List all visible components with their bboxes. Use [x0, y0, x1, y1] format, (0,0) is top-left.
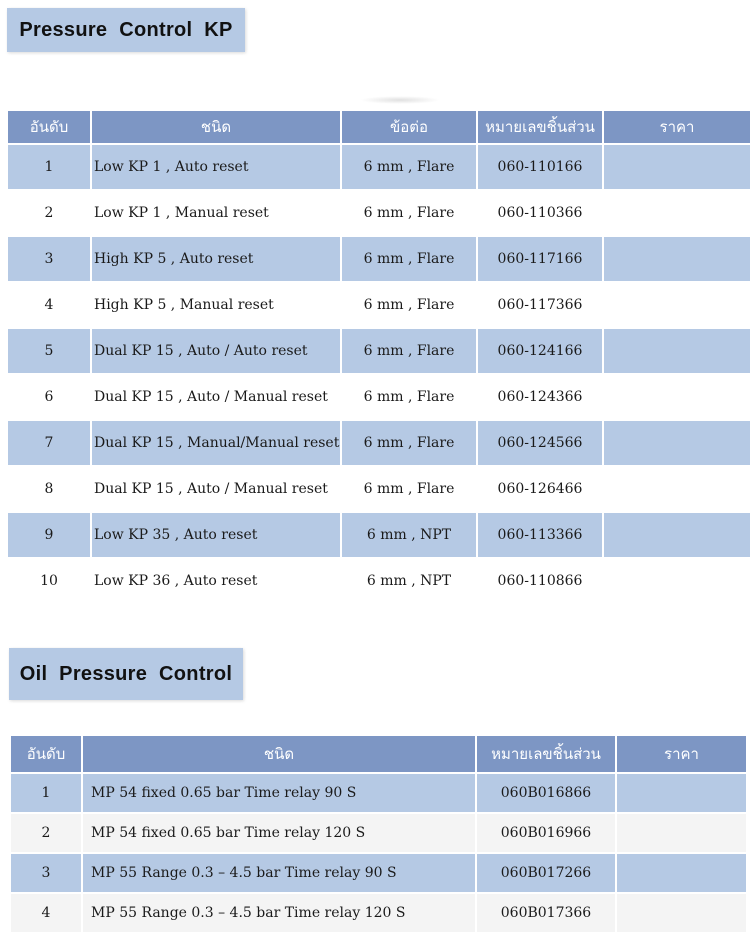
cell-price [617, 814, 746, 852]
cell-type: Dual KP 15 , Manual/Manual reset [92, 421, 340, 465]
cell-no: 2 [8, 191, 90, 235]
column-header-part-number: หมายเลขชิ้นส่วน [478, 111, 602, 143]
table-row [8, 329, 750, 373]
cell-type: Dual KP 15 , Auto / Manual reset [92, 467, 340, 511]
column-header-connection: ข้อต่อ [342, 111, 476, 143]
cell-part-number: 060B016866 [477, 774, 615, 812]
column-header-no: อันดับ [11, 736, 81, 772]
table-row [8, 145, 750, 189]
cell-no: 5 [8, 329, 90, 373]
cell-no: 10 [8, 559, 90, 603]
cell-no: 4 [8, 283, 90, 327]
cell-part-number: 060-110166 [478, 145, 602, 189]
cell-part-number: 060-110366 [478, 191, 602, 235]
column-header-no: อันดับ [8, 111, 90, 143]
cell-no: 7 [8, 421, 90, 465]
cell-price [604, 467, 750, 511]
cell-type: Dual KP 15 , Auto / Manual reset [92, 375, 340, 419]
column-header-price: ราคา [617, 736, 746, 772]
cell-price [617, 854, 746, 892]
cell-part-number: 060-124166 [478, 329, 602, 373]
pressure-control-kp-title: Pressure Control KP [7, 8, 245, 52]
cell-type: Low KP 35 , Auto reset [92, 513, 340, 557]
cell-price [604, 375, 750, 419]
cell-price [604, 283, 750, 327]
table-row [11, 894, 746, 932]
cell-price [604, 237, 750, 281]
table-row [8, 421, 750, 465]
cell-price [604, 559, 750, 603]
cell-connection: 6 mm , Flare [342, 145, 476, 189]
cell-part-number: 060B017366 [477, 894, 615, 932]
table-row [8, 559, 750, 603]
cell-price [604, 329, 750, 373]
table-row [8, 237, 750, 281]
table-row [8, 513, 750, 557]
cell-part-number: 060-126466 [478, 467, 602, 511]
cell-part-number: 060-110866 [478, 559, 602, 603]
table-row [11, 774, 746, 812]
cell-connection: 6 mm , Flare [342, 375, 476, 419]
cell-part-number: 060-117166 [478, 237, 602, 281]
cell-connection: 6 mm , NPT [342, 559, 476, 603]
cell-no: 1 [11, 774, 81, 812]
cell-price [604, 513, 750, 557]
decorative-shadow [360, 96, 440, 104]
cell-no: 2 [11, 814, 81, 852]
cell-type: Low KP 1 , Auto reset [92, 145, 340, 189]
table-row [11, 814, 746, 852]
table-row [11, 854, 746, 892]
cell-part-number: 060-124566 [478, 421, 602, 465]
cell-no: 6 [8, 375, 90, 419]
cell-type: Low KP 1 , Manual reset [92, 191, 340, 235]
cell-price [604, 145, 750, 189]
table-header-row [8, 111, 750, 143]
column-header-part-number: หมายเลขชิ้นส่วน [477, 736, 615, 772]
cell-type: MP 55 Range 0.3 – 4.5 bar Time relay 120 S [83, 894, 475, 932]
cell-connection: 6 mm , Flare [342, 329, 476, 373]
cell-connection: 6 mm , Flare [342, 283, 476, 327]
cell-type: MP 55 Range 0.3 – 4.5 bar Time relay 90 S [83, 854, 475, 892]
cell-price [617, 774, 746, 812]
cell-price [604, 421, 750, 465]
cell-type: MP 54 fixed 0.65 bar Time relay 120 S [83, 814, 475, 852]
cell-type: High KP 5 , Auto reset [92, 237, 340, 281]
table-row [8, 191, 750, 235]
oil-pressure-control-table [9, 734, 748, 934]
column-header-type: ชนิด [92, 111, 340, 143]
table-row [8, 375, 750, 419]
cell-no: 3 [11, 854, 81, 892]
table-row [8, 283, 750, 327]
cell-no: 1 [8, 145, 90, 189]
pressure-control-kp-table [6, 109, 750, 605]
cell-connection: 6 mm , Flare [342, 421, 476, 465]
column-header-price: ราคา [604, 111, 750, 143]
cell-part-number: 060-113366 [478, 513, 602, 557]
cell-no: 3 [8, 237, 90, 281]
table-row [8, 467, 750, 511]
cell-connection: 6 mm , Flare [342, 237, 476, 281]
cell-connection: 6 mm , NPT [342, 513, 476, 557]
cell-no: 4 [11, 894, 81, 932]
cell-connection: 6 mm , Flare [342, 467, 476, 511]
cell-price [604, 191, 750, 235]
cell-no: 9 [8, 513, 90, 557]
cell-connection: 6 mm , Flare [342, 191, 476, 235]
cell-part-number: 060-124366 [478, 375, 602, 419]
cell-type: High KP 5 , Manual reset [92, 283, 340, 327]
cell-no: 8 [8, 467, 90, 511]
cell-type: MP 54 fixed 0.65 bar Time relay 90 S [83, 774, 475, 812]
column-header-type: ชนิด [83, 736, 475, 772]
oil-pressure-control-title: Oil Pressure Control [9, 648, 243, 700]
cell-part-number: 060B017266 [477, 854, 615, 892]
cell-price [617, 894, 746, 932]
table-header-row [11, 736, 746, 772]
cell-type: Low KP 36 , Auto reset [92, 559, 340, 603]
cell-part-number: 060B016966 [477, 814, 615, 852]
cell-type: Dual KP 15 , Auto / Auto reset [92, 329, 340, 373]
cell-part-number: 060-117366 [478, 283, 602, 327]
